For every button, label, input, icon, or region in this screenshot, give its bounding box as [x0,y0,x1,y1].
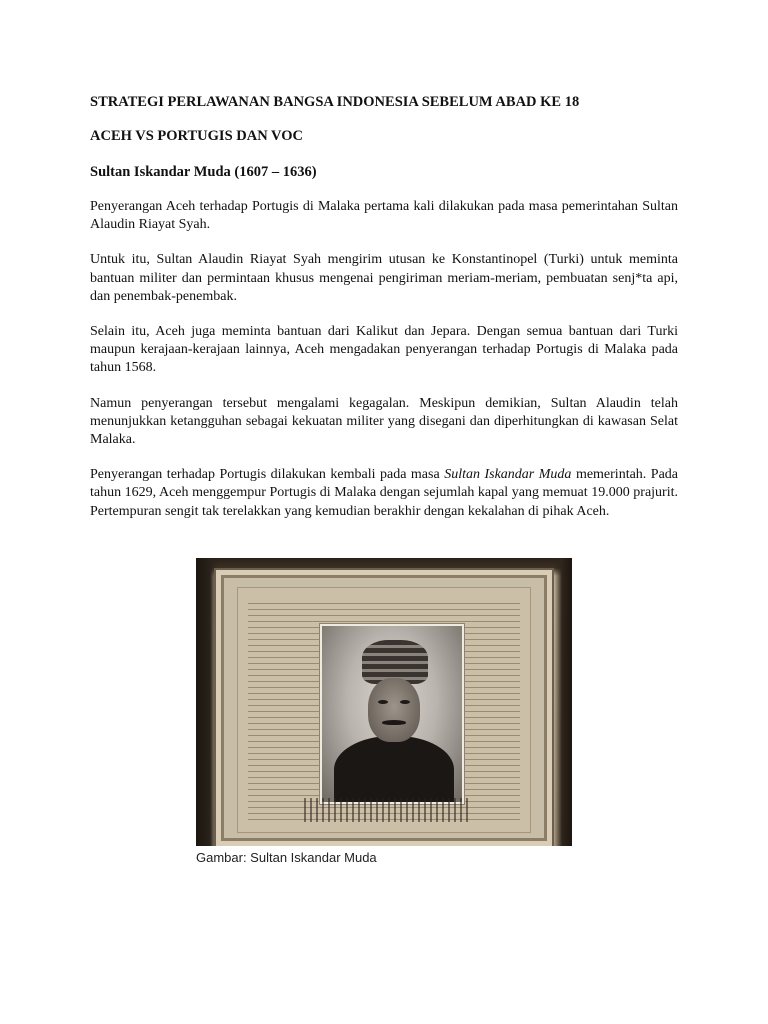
paragraph: Namun penyerangan tersebut mengalami kegagalan. Meskipun demikian, Sultan Alaudin telah menunjukkan ketangguhan sebagai kekuatan militer yang disegani dan diperhitungkan di kawasan Selat Malaka. [90,395,678,448]
moustache [382,720,406,725]
document-title: STRATEGI PERLAWANAN BANGSA INDONESIA SEBELUM ABAD KE 18 [90,94,580,110]
paragraph: Selain itu, Aceh juga meminta bantuan dari Kalikut dan Jepara. Dengan semua bantuan dari Turki maupun kerajaan-kerajaan lainnya, Aceh mengadakan penyerangan terhadap Portugis di Malaka pada tahun 1568. [90,324,678,376]
paragraph-emphasis: Sultan Iskandar Muda [444,467,572,483]
eye [400,700,410,704]
portrait-face [368,678,420,742]
sultan-portrait [320,624,464,804]
document-body [90,93,678,538]
paragraph-text-after: memerintah. Pada tahun 1629, Aceh menggempur Portugis di Malaka dengan sejumlah kapal yang memuat 19.000 prajurit. Pertempuran sengit tak terelakkan yang kemudian berakhir dengan kekalahan di pihak Aceh. [90,467,679,519]
arabic-script-caption [304,798,470,822]
section-heading: Sultan Iskandar Muda (1607 – 1636) [90,164,317,180]
paragraph: Untuk itu, Sultan Alaudin Riayat Syah mengirim utusan ke Konstantinopel (Turki) untuk meminta bantuan militer dan permintaan khusus mengenai pengiriman meriam-meriam, pembuatan senj*ta api, dan penembak-penembak. [90,252,678,304]
portrait-body [334,736,454,804]
paragraph: Penyerangan Aceh terhadap Portugis di Malaka pertama kali dilakukan pada masa pemerintahan Sultan Alaudin Riayat Syah. [90,199,678,233]
document-subtitle: ACEH VS PORTUGIS DAN VOC [90,128,303,144]
paragraph-last [90,466,678,521]
paragraph-text-before: Penyerangan terhadap Portugis dilakukan kembali pada masa [90,467,445,483]
eye [378,700,388,704]
portrait-photo [196,558,572,846]
figure-caption: Gambar: Sultan Iskandar Muda [196,850,377,865]
